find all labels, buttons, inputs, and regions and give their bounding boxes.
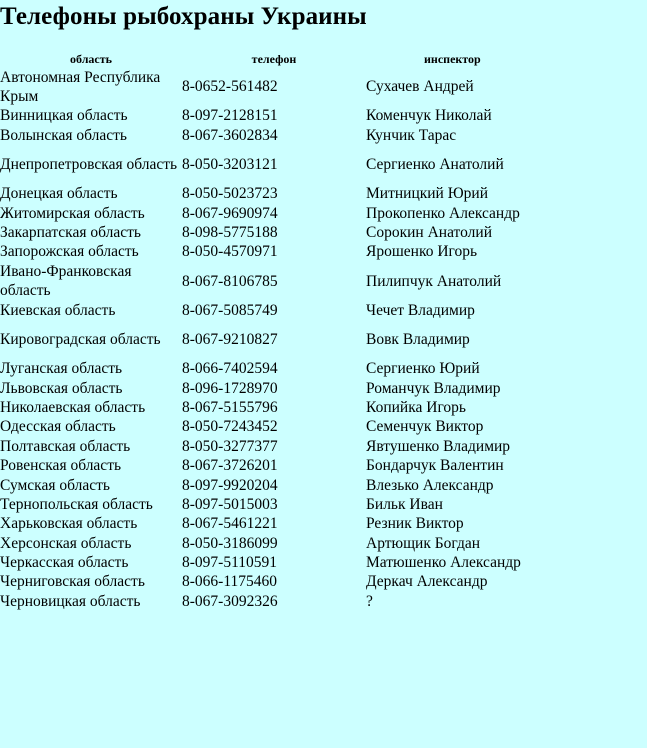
region-cell: Сумская область (0, 476, 110, 494)
phone-cell: 8-097-9920204 (182, 476, 278, 494)
inspector-cell: Артющик Богдан (366, 534, 481, 552)
table-row (0, 495, 585, 514)
table-row (0, 146, 585, 185)
phone-cell: 8-067-8106785 (182, 272, 278, 290)
region-cell: Кировоградская область (0, 330, 161, 348)
inspector-cell: Прокопенко Александр (366, 204, 520, 222)
inspector-cell: Копийка Игорь (366, 398, 466, 416)
phone-cell: 8-067-5085749 (182, 301, 278, 319)
region-cell: Житомирская область (0, 204, 145, 222)
page-title: Телефоны рыбохраны Украины (0, 3, 367, 30)
inspector-cell: Сергиенко Юрий (366, 360, 480, 378)
inspector-cell: Резник Виктор (366, 515, 464, 533)
phone-cell: 8-050-5023723 (182, 185, 278, 203)
phone-cell: 8-097-5110591 (182, 554, 277, 572)
header-phone: телефон (251, 51, 297, 66)
inspector-cell: Сухачев Андрей (366, 78, 474, 96)
region-cell: Луганская область (0, 360, 123, 378)
region-cell: Львовская область (0, 379, 123, 397)
table-row (0, 107, 585, 126)
table-row (0, 321, 585, 360)
phone-cell: 8-050-4570971 (182, 243, 278, 261)
region-cell: Днепропетровская область (0, 156, 178, 174)
inspector-cell: Матюшенко Александр (366, 554, 521, 572)
table-row (0, 554, 585, 573)
region-cell: Черниговская область (0, 573, 145, 591)
region-cell: Харьковская область (0, 515, 138, 533)
table-row (0, 68, 585, 107)
phone-cell: 8-067-3602834 (182, 126, 278, 144)
phone-cell: 8-066-7402594 (182, 360, 278, 378)
inspector-cell: Коменчук Николай (366, 107, 492, 125)
phone-cell: 8-050-3203121 (182, 156, 278, 174)
phone-cell: 8-067-3726201 (182, 457, 278, 475)
table-header-row (0, 50, 585, 68)
phone-cell: 8-050-3186099 (182, 534, 278, 552)
inspector-cell: Митницкий Юрий (366, 185, 489, 203)
table-row (0, 476, 585, 495)
table-row (0, 418, 585, 437)
table-row (0, 573, 585, 592)
inspector-cell: Чечет Владимир (366, 301, 475, 319)
phone-cell: 8-097-5015003 (182, 495, 278, 513)
table-row (0, 437, 585, 456)
table-row (0, 457, 585, 476)
phone-cell: 8-097-2128151 (182, 107, 278, 125)
region-cell: Полтавская область (0, 437, 131, 455)
region-cell: Черкасская область (0, 554, 129, 572)
phone-cell: 8-050-7243452 (182, 418, 278, 436)
inspector-cell: Семенчук Виктор (366, 418, 484, 436)
region-cell: Херсонская область (0, 534, 132, 552)
inspector-cell: Деркач Александр (366, 573, 488, 591)
inspector-cell: Ярошенко Игорь (366, 243, 478, 261)
region-cell: Киевская область (0, 301, 116, 319)
inspector-cell: Кунчик Тарас (366, 126, 457, 144)
region-cell: Ровенская область (0, 457, 122, 475)
region-cell: Волынская область (0, 126, 127, 144)
table-row (0, 224, 585, 243)
table-row (0, 126, 585, 145)
region-cell: Донецкая область (0, 185, 118, 203)
region-cell: Николаевская область (0, 398, 146, 416)
inspector-cell: Бильк Иван (366, 495, 443, 513)
region-cell: Автономная Республика Крым (0, 69, 161, 105)
phone-cell: 8-066-1175460 (182, 573, 277, 591)
inspector-cell: Романчук Владимир (366, 379, 501, 397)
region-cell: Винницкая область (0, 107, 128, 125)
table-row (0, 515, 585, 534)
phone-cell: 8-050-3277377 (182, 437, 278, 455)
phone-cell: 8-067-9210827 (182, 330, 278, 348)
inspector-cell: Вовк Владимир (366, 330, 470, 348)
table-row (0, 301, 585, 320)
table-row (0, 185, 585, 204)
inspector-cell: Сорокин Анатолий (366, 224, 492, 241)
inspector-cell: ? (366, 592, 373, 610)
table-row (0, 360, 585, 379)
header-inspector: инспектор (424, 51, 481, 66)
table-row (0, 534, 585, 553)
region-cell: Тернопольская область (0, 495, 153, 513)
header-region: область (70, 51, 112, 66)
phone-cell: 8-098-5775188 (182, 224, 278, 241)
phone-cell: 8-067-3092326 (182, 592, 278, 610)
inspector-cell: Явтушенко Владимир (366, 437, 511, 455)
table-row (0, 243, 585, 262)
table-row (0, 379, 585, 398)
phone-cell: 8-067-5155796 (182, 398, 278, 416)
region-cell: Запорожская область (0, 243, 139, 261)
inspector-cell: Пилипчук Анатолий (366, 272, 502, 290)
phone-cell: 8-067-5461221 (182, 515, 278, 533)
inspector-cell: Сергиенко Анатолий (366, 156, 504, 174)
phone-cell: 8-0652-561482 (182, 78, 278, 96)
table-row (0, 204, 585, 223)
region-cell: Закарпатская область (0, 224, 141, 241)
region-cell: Одесская область (0, 418, 116, 436)
phones-table (0, 50, 585, 612)
region-cell: Черновицкая область (0, 592, 141, 610)
phone-cell: 8-096-1728970 (182, 379, 278, 397)
region-cell: Ивано-Франковская область (0, 263, 132, 299)
table-row (0, 399, 585, 418)
table-row (0, 262, 585, 301)
inspector-cell: Влезько Александр (366, 476, 494, 494)
inspector-cell: Бондарчук Валентин (366, 457, 504, 475)
phone-cell: 8-067-9690974 (182, 204, 278, 222)
table-row (0, 592, 585, 611)
